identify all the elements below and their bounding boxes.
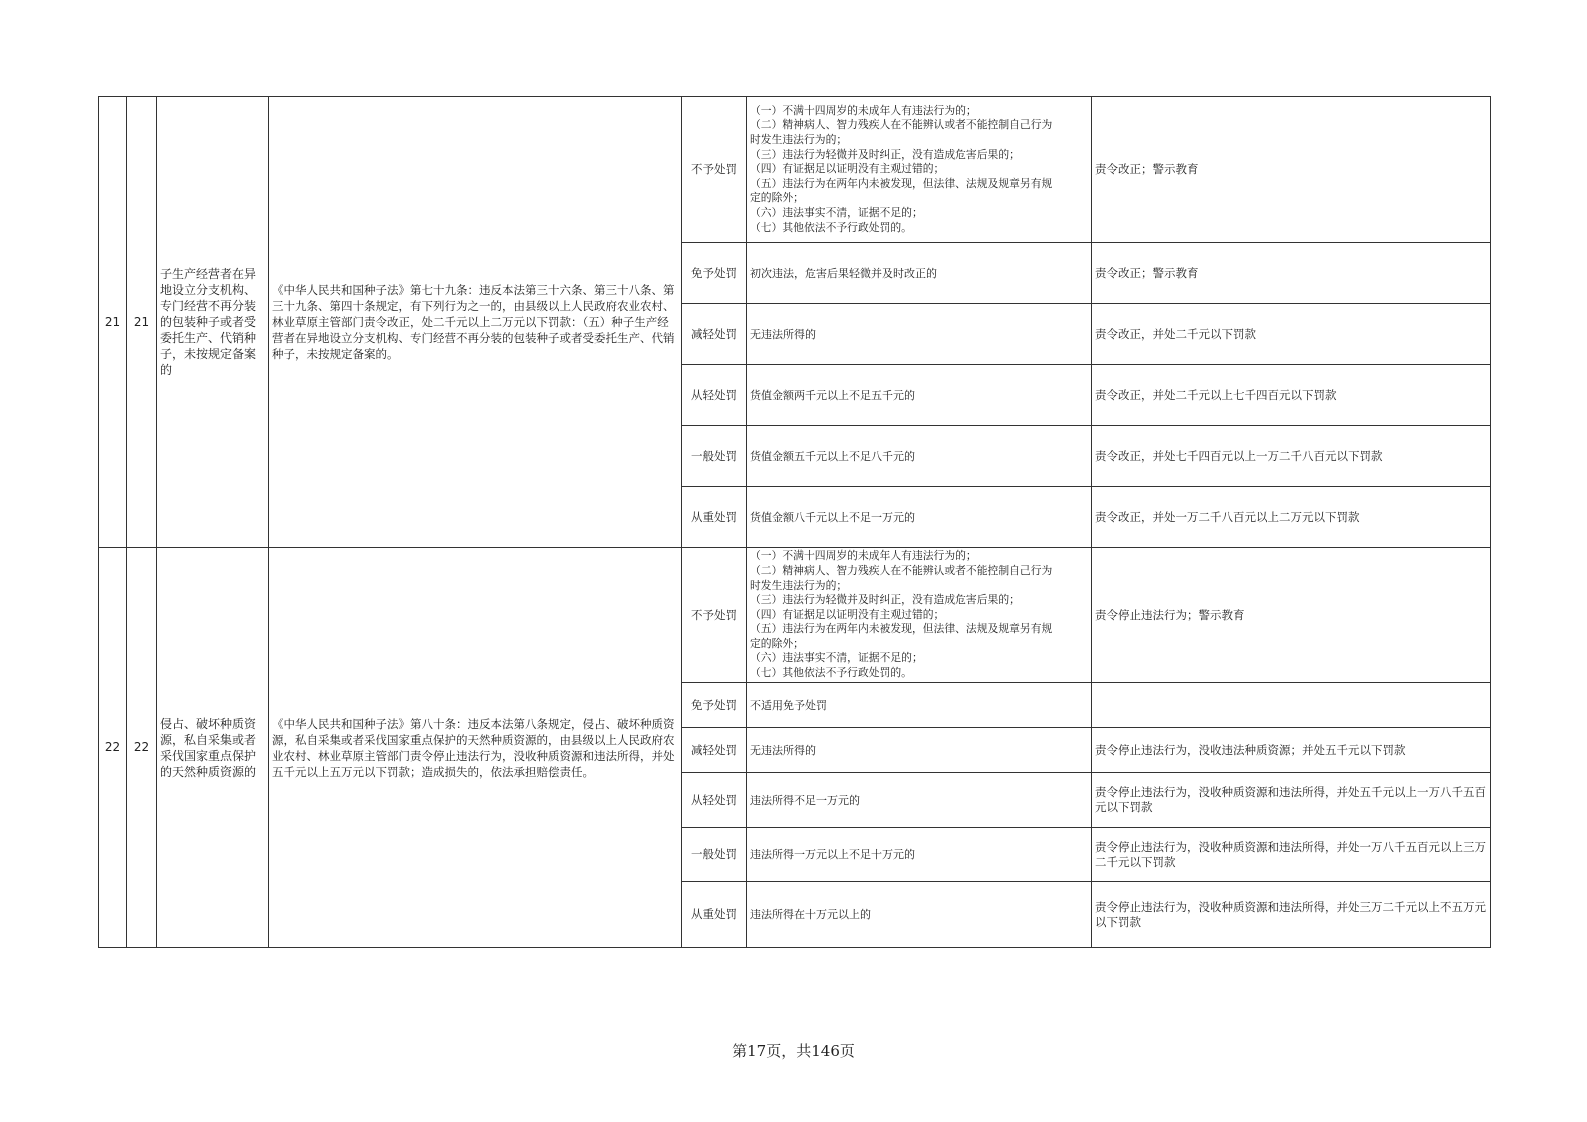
measure-cell: 责令停止违法行为，没收种质资源和违法所得，并处五千元以上一万八千五百元以下罚款 [1092,773,1491,828]
penalty-table [98,96,1491,948]
measure-cell: 责令停止违法行为，没收违法种质资源；并处五千元以下罚款 [1092,728,1491,773]
condition-cell: 货值金额两千元以上不足五千元的 [747,365,1092,426]
penalty-type-cell: 从轻处罚 [682,365,747,426]
measure-cell [1092,683,1491,728]
item-cell: 侵占、破坏种质资源，私自采集或者采伐国家重点保护的天然种质资源的 [157,548,269,948]
measure-cell: 责令停止违法行为，没收种质资源和违法所得，并处一万八千五百元以上三万二千元以下罚款 [1092,828,1491,882]
condition-line: （五）违法行为在两年内未被发现，但法律、法规及规章另有规 [750,176,1053,190]
condition-cell: 货值金额八千元以上不足一万元的 [747,487,1092,548]
condition-line: （二）精神病人、智力残疾人在不能辨认或者不能控制自己行为 [750,563,1053,577]
penalty-type-cell: 从重处罚 [682,882,747,948]
penalty-type-cell: 不予处罚 [682,548,747,683]
measure-cell: 责令改正，并处二千元以上七千四百元以下罚款 [1092,365,1491,426]
penalty-type-cell: 从重处罚 [682,487,747,548]
measure-cell: 责令改正；警示教育 [1092,97,1491,243]
condition-line: （一）不满十四周岁的未成年人有违法行为的； [750,103,977,117]
condition-line: （三）违法行为轻微并及时纠正，没有造成危害后果的； [750,593,1020,607]
condition-cell: 违法所得一万元以上不足十万元的 [747,828,1092,882]
measure-cell: 责令改正；警示教育 [1092,243,1491,304]
penalty-type-cell: 免予处罚 [682,243,747,304]
penalty-type-cell: 不予处罚 [682,97,747,243]
penalty-type-cell: 免予处罚 [682,683,747,728]
measure-cell: 责令改正，并处二千元以下罚款 [1092,304,1491,365]
seq-cell: 22 [99,548,127,948]
condition-cell: 无违法所得的 [747,304,1092,365]
measure-cell: 责令停止违法行为；警示教育 [1092,548,1491,683]
table-row [99,548,1491,683]
penalty-type-cell: 一般处罚 [682,426,747,487]
condition-cell: 违法所得在十万元以上的 [747,882,1092,948]
condition-line: 定的除外； [750,191,804,205]
condition-line: （一）不满十四周岁的未成年人有违法行为的； [750,549,977,563]
condition-line: （七）其他依法不予行政处罚的。 [750,220,912,234]
penalty-type-cell: 从轻处罚 [682,773,747,828]
condition-line: （七）其他依法不予行政处罚的。 [750,666,912,680]
page-footer: 第17页，共146页 [732,1042,855,1060]
penalty-type-cell: 减轻处罚 [682,304,747,365]
condition-cell [747,97,1092,243]
condition-line: （四）有证据足以证明没有主观过错的； [750,607,945,621]
penalty-type-cell: 减轻处罚 [682,728,747,773]
condition-cell: 初次违法，危害后果轻微并及时改正的 [747,243,1092,304]
condition-line: （二）精神病人、智力残疾人在不能辨认或者不能控制自己行为 [750,118,1053,132]
condition-line: 时发生违法行为的； [750,578,848,592]
condition-line: （五）违法行为在两年内未被发现，但法律、法规及规章另有规 [750,622,1053,636]
condition-cell: 违法所得不足一万元的 [747,773,1092,828]
condition-cell: 无违法所得的 [747,728,1092,773]
condition-line: （四）有证据足以证明没有主观过错的； [750,162,945,176]
basis-cell: 《中华人民共和国种子法》第七十九条：违反本法第三十六条、第三十八条、第三十九条、第四十条规定，有下列行为之一的，由县级以上人民政府农业农村、林业草原主管部门责令改正，处二千元以上二万元以下罚款：（五）种子生产经营者在异地设立分支机构、专门经营不再分装的包装种子或者受委托生产、代销种子，未按规定备案的。 [269,97,682,548]
penalty-type-cell: 一般处罚 [682,828,747,882]
measure-cell: 责令改正，并处一万二千八百元以上二万元以下罚款 [1092,487,1491,548]
measure-cell: 责令改正，并处七千四百元以上一万二千八百元以下罚款 [1092,426,1491,487]
condition-cell [747,548,1092,683]
condition-cell: 货值金额五千元以上不足八千元的 [747,426,1092,487]
condition-cell: 不适用免予处罚 [747,683,1092,728]
table-row [99,97,1491,243]
condition-line: （六）违法事实不清，证据不足的； [750,651,923,665]
seq-cell: 21 [99,97,127,548]
measure-cell: 责令停止违法行为，没收种质资源和违法所得，并处三万二千元以上不五万元以下罚款 [1092,882,1491,948]
condition-line: 时发生违法行为的； [750,133,848,147]
condition-line: 定的除外； [750,636,804,650]
code-cell: 21 [127,97,157,548]
item-cell: 子生产经营者在异地设立分支机构、专门经营不再分装的包装种子或者受委托生产、代销种子，未按规定备案的 [157,97,269,548]
code-cell: 22 [127,548,157,948]
condition-line: （三）违法行为轻微并及时纠正，没有造成危害后果的； [750,147,1020,161]
basis-cell: 《中华人民共和国种子法》第八十条：违反本法第八条规定，侵占、破坏种质资源，私自采集或者采伐国家重点保护的天然种质资源的，由县级以上人民政府农业农村、林业草原主管部门责令停止违法行为，没收种质资源和违法所得，并处五千元以上五万元以下罚款；造成损失的，依法承担赔偿责任。 [269,548,682,948]
condition-line: （六）违法事实不清，证据不足的； [750,205,923,219]
